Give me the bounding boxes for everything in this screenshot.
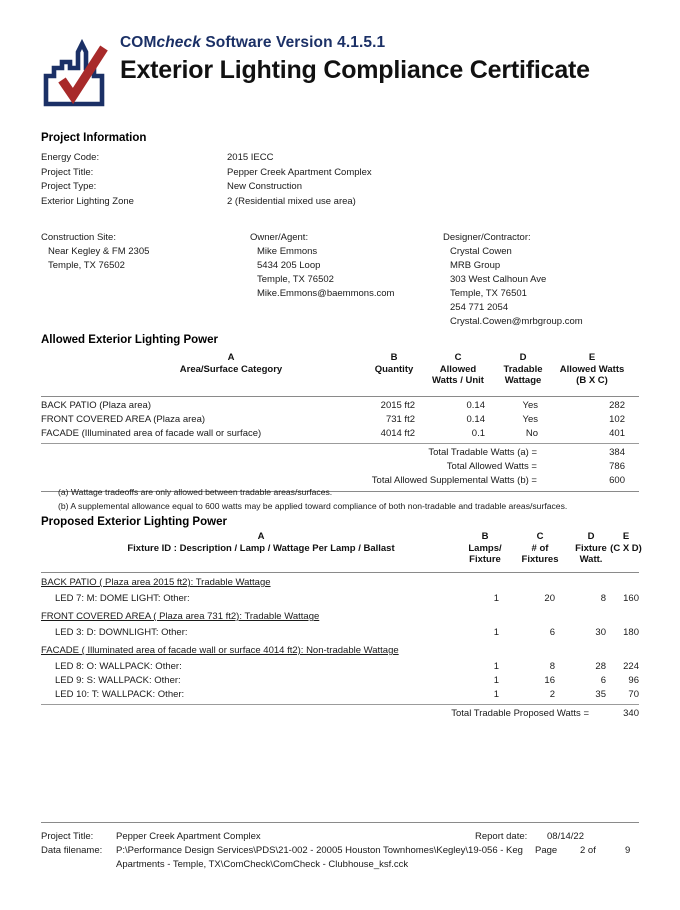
proposed-col-c-header: C # of Fixtures <box>521 531 559 565</box>
construction-site-column <box>41 231 149 273</box>
proposed-group-heading: FRONT COVERED AREA ( Plaza area 731 ft2): Tradable Wattage <box>41 611 320 622</box>
footer-report-date-label: Report date: <box>475 831 528 842</box>
total-supplemental-watts-label: Total Allowed Supplemental Watts (b) = <box>371 475 537 486</box>
proposed-num-fixtures: 8 <box>549 661 555 672</box>
total-allowed-watts-label: Total Allowed Watts = <box>446 461 537 472</box>
proposed-fixture-description: LED 3: D: DOWNLIGHT: Other: <box>55 627 188 638</box>
designer-contractor-line: MRB Group <box>450 260 501 271</box>
footer-project-title-value: Pepper Creek Apartment Complex <box>116 831 261 842</box>
designer-contractor-column <box>443 231 583 329</box>
allowed-table-body-rule <box>41 443 639 444</box>
proposed-fixture-total: 70 <box>628 689 639 700</box>
page-title: Exterior Lighting Compliance Certificate <box>120 56 590 84</box>
allowed-row-allowed-watts: 102 <box>609 414 625 425</box>
proposed-fixture-watt: 6 <box>600 675 606 686</box>
footer-project-title-label: Project Title: <box>41 831 94 842</box>
footer-page-label: Page <box>535 845 558 856</box>
allowed-col-e-header: E Allowed Watts (B X C) <box>559 352 625 386</box>
proposed-power-heading: Proposed Exterior Lighting Power <box>41 516 227 528</box>
allowed-row-quantity: 2015 ft2 <box>380 400 415 411</box>
proposed-col-a-header: A Fixture ID : Description / Lamp / Wattage Per Lamp / Ballast <box>127 531 395 554</box>
footer-data-filename-label: Data filename: <box>41 845 103 856</box>
allowed-row-watts-unit: 0.14 <box>466 400 485 411</box>
allowed-col-d-header: D Tradable Wattage <box>503 352 543 386</box>
project-title-label: Project Title: <box>41 166 94 178</box>
exterior-lighting-zone-value: 2 (Residential mixed use area) <box>227 195 356 207</box>
owner-agent-column <box>250 231 394 301</box>
total-tradable-watts-value: 384 <box>609 447 625 458</box>
proposed-lamps-per-fixture: 1 <box>493 689 499 700</box>
energy-code-label: Energy Code: <box>41 152 100 163</box>
allowed-row-tradable: Yes <box>522 414 538 425</box>
footer-data-filename-line2: Apartments - Temple, TX\ComCheck\ComCheck - Clubhouse_ksf.cck <box>116 859 409 870</box>
proposed-col-b-header: B Lamps/ Fixture <box>468 531 502 565</box>
proposed-num-fixtures: 2 <box>549 689 555 700</box>
footer-rule <box>41 822 639 823</box>
project-type-label: Project Type: <box>41 181 97 192</box>
proposed-fixture-watt: 30 <box>595 627 606 638</box>
owner-agent-line: Temple, TX 76502 <box>257 274 334 285</box>
footer-report-date-value: 08/14/22 <box>547 831 584 842</box>
comcheck-version-line <box>120 33 590 52</box>
proposed-lamps-per-fixture: 1 <box>493 661 499 672</box>
allowed-col-c-header: C Allowed Watts / Unit <box>432 352 484 386</box>
comcheck-building-checkmark-logo <box>42 38 116 110</box>
designer-contractor-line: Crystal Cowen <box>450 246 512 257</box>
proposed-fixture-total: 180 <box>623 627 639 638</box>
proposed-fixture-description: LED 7: M: DOME LIGHT: Other: <box>55 593 190 604</box>
footer-page-current: 2 of <box>580 845 596 856</box>
proposed-table-body-rule <box>41 704 639 705</box>
allowed-row-allowed-watts: 401 <box>609 428 625 439</box>
header-title-block <box>120 33 590 87</box>
designer-contractor-line: Temple, TX 76501 <box>450 288 527 299</box>
proposed-lamps-per-fixture: 1 <box>493 593 499 604</box>
project-title-value: Pepper Creek Apartment Complex <box>227 166 372 178</box>
comcheck-italic: check <box>156 34 201 51</box>
allowed-row-category: BACK PATIO (Plaza area) <box>41 400 151 411</box>
proposed-num-fixtures: 20 <box>544 593 555 604</box>
allowed-row-watts-unit: 0.1 <box>471 428 485 439</box>
designer-contractor-phone: 254 771 2054 <box>450 302 509 313</box>
proposed-lamps-per-fixture: 1 <box>493 627 499 638</box>
proposed-num-fixtures: 16 <box>544 675 555 686</box>
allowed-row-tradable: Yes <box>522 400 538 411</box>
proposed-table-header-rule <box>41 572 639 573</box>
allowed-col-a-header: A Area/Surface Category <box>179 352 283 375</box>
allowed-table-header-rule <box>41 396 639 397</box>
allowed-power-note-b: (b) A supplemental allowance equal to 600 watts may be applied toward compliance of both non-tradable and tradable areas/surfaces. <box>58 501 568 511</box>
proposed-fixture-description: LED 8: O: WALLPACK: Other: <box>55 661 182 672</box>
total-proposed-watts-label: Total Tradable Proposed Watts = <box>451 708 589 719</box>
total-tradable-watts-label: Total Tradable Watts (a) = <box>428 447 537 458</box>
total-allowed-watts-value: 786 <box>609 461 625 472</box>
proposed-fixture-watt: 35 <box>595 689 606 700</box>
document-header <box>42 33 642 118</box>
proposed-fixture-total: 160 <box>623 593 639 604</box>
footer-page-total: 9 <box>625 845 631 856</box>
allowed-row-category: FACADE (Illuminated area of facade wall or surface) <box>41 428 262 439</box>
owner-agent-line: 5434 205 Loop <box>257 260 321 271</box>
footer-data-filename-line1: P:\Performance Design Services\PDS\21-002 - 20005 Houston Townhomes\Kegley\19-056 - Keg <box>116 845 523 856</box>
allowed-row-tradable: No <box>525 428 538 439</box>
proposed-fixture-total: 96 <box>628 675 639 686</box>
energy-code-value: 2015 IECC <box>227 152 274 163</box>
total-proposed-watts-value: 340 <box>623 708 639 719</box>
proposed-group-heading: FACADE ( Illuminated area of facade wall or surface 4014 ft2): Non-tradable Wattage <box>41 645 399 656</box>
proposed-group-heading: BACK PATIO ( Plaza area 2015 ft2): Tradable Wattage <box>41 577 271 588</box>
designer-contractor-heading: Designer/Contractor: <box>443 232 531 243</box>
total-supplemental-watts-value: 600 <box>609 475 625 486</box>
proposed-fixture-description: LED 10: T: WALLPACK: Other: <box>55 689 185 700</box>
allowed-row-quantity: 731 ft2 <box>385 414 415 425</box>
designer-contractor-email: Crystal.Cowen@mrbgroup.com <box>450 316 583 327</box>
project-information-heading: Project Information <box>41 132 147 144</box>
allowed-power-heading: Allowed Exterior Lighting Power <box>41 334 218 346</box>
owner-agent-line: Mike Emmons <box>257 246 318 257</box>
construction-site-line: Near Kegley & FM 2305 <box>48 246 150 257</box>
proposed-fixture-watt: 8 <box>600 593 606 604</box>
comcheck-prefix: COM <box>120 34 157 51</box>
proposed-col-e-header: E (C X D) <box>610 531 642 554</box>
project-type-value: New Construction <box>227 181 302 192</box>
allowed-row-category: FRONT COVERED AREA (Plaza area) <box>41 414 206 425</box>
proposed-fixture-watt: 28 <box>595 661 606 672</box>
allowed-col-b-header: B Quantity <box>374 352 414 375</box>
exterior-lighting-zone-label: Exterior Lighting Zone <box>41 195 134 207</box>
proposed-fixture-total: 224 <box>623 661 639 672</box>
proposed-lamps-per-fixture: 1 <box>493 675 499 686</box>
comcheck-version: Software Version 4.1.5.1 <box>200 34 386 51</box>
construction-site-line: Temple, TX 76502 <box>48 260 125 271</box>
owner-agent-email: Mike.Emmons@baemmons.com <box>257 288 395 299</box>
allowed-row-quantity: 4014 ft2 <box>380 428 415 439</box>
construction-site-heading: Construction Site: <box>41 232 116 243</box>
allowed-row-allowed-watts: 282 <box>609 400 625 411</box>
proposed-col-d-header: D Fixture Watt. <box>575 531 607 565</box>
allowed-power-note-a: (a) Wattage tradeoffs are only allowed between tradable areas/surfaces. <box>58 487 333 497</box>
allowed-row-watts-unit: 0.14 <box>466 414 485 425</box>
proposed-num-fixtures: 6 <box>549 627 555 638</box>
proposed-fixture-description: LED 9: S: WALLPACK: Other: <box>55 675 181 686</box>
designer-contractor-line: 303 West Calhoun Ave <box>450 274 547 285</box>
owner-agent-heading: Owner/Agent: <box>250 232 309 243</box>
